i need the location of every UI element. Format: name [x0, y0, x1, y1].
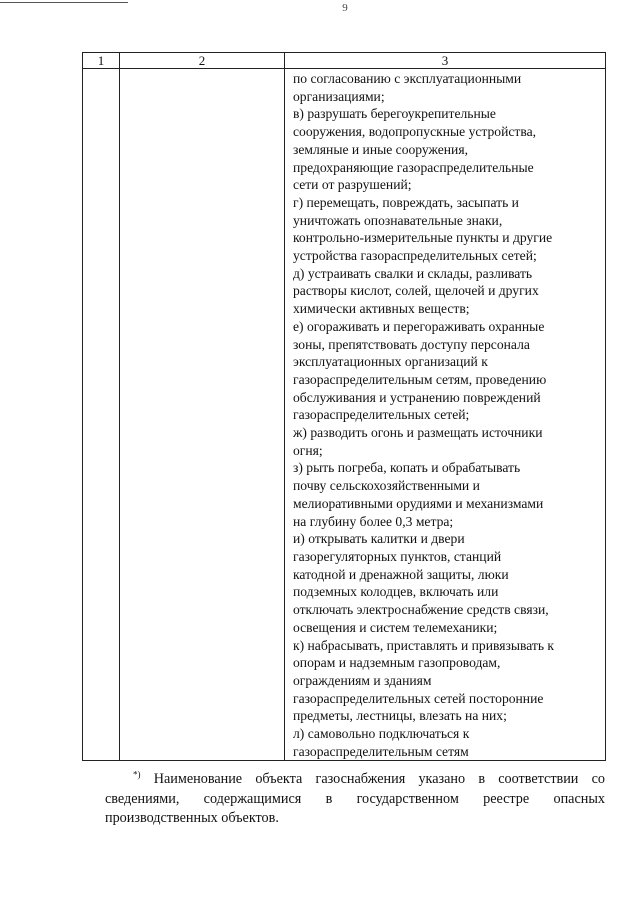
list-item: мелиоративными орудиями и механизмами	[293, 495, 544, 511]
list-item: е) огораживать и перегораживать охранные	[293, 318, 545, 334]
list-item: отключать электроснабжение средств связи,	[293, 602, 549, 618]
footnote-marker: *)	[133, 769, 141, 780]
column-2-cell	[120, 69, 285, 761]
footnote-line-1	[105, 770, 605, 790]
list-item: предметы, лестницы, влезать на них;	[293, 708, 507, 724]
list-item: почву сельскохозяйственными и	[293, 478, 480, 494]
page-number: 9	[342, 2, 348, 14]
list-item: предохраняющие газораспределительные	[293, 159, 534, 175]
list-item: газорегуляторных пунктов, станций	[293, 548, 502, 564]
list-item: газораспределительным сетям	[293, 743, 469, 759]
list-item: газораспределительных сетей посторонние	[293, 690, 544, 706]
list-item: газораспределительных сетей;	[293, 407, 470, 423]
list-item: з) рыть погреба, копать и обрабатывать	[293, 460, 521, 476]
list-item: в) разрушать берегоукрепительные	[293, 106, 496, 122]
column-header-2: 2	[120, 53, 285, 69]
list-item: уничтожать опознавательные знаки,	[293, 212, 503, 228]
list-item: химически активных веществ;	[293, 301, 470, 317]
list-item: подземных колодцев, включать или	[293, 584, 499, 600]
list-item: ж) разводить огонь и размещать источники	[293, 425, 543, 441]
table-header-row	[83, 53, 606, 69]
list-item: на глубину более 0,3 метра;	[293, 513, 454, 529]
column-header-3: 3	[285, 53, 606, 69]
list-item: растворы кислот, солей, щелочей и других	[293, 283, 539, 299]
list-item: контрольно-измерительные пункты и другие	[293, 230, 553, 246]
list-item: д) устраивать свалки и склады, разливать	[293, 265, 533, 281]
list-item: организациями;	[293, 88, 385, 104]
list-item: сооружения, водопропускные устройства,	[293, 124, 537, 140]
restrictions-list	[285, 69, 605, 760]
list-item: ограждениям и зданиям	[293, 672, 432, 688]
footnote	[105, 770, 605, 829]
list-item: к) набрасывать, приставлять и привязывать к	[293, 637, 555, 653]
list-item: земляные и иные сооружения,	[293, 141, 468, 157]
column-header-1: 1	[83, 53, 120, 69]
list-item: и) открывать калитки и двери	[293, 531, 465, 547]
list-item: сети от разрушений;	[293, 177, 412, 193]
column-1-cell	[83, 69, 120, 761]
footnote-line-3: производственных объектов.	[105, 810, 279, 826]
table-row	[83, 69, 606, 761]
list-item: г) перемещать, повреждать, засыпать и	[293, 194, 519, 210]
footnote-line-2: сведениями, содержащимися в государственном реестре опасных	[105, 790, 605, 807]
list-item: обслуживания и устранению повреждений	[293, 389, 541, 405]
list-item: опорам и надземным газопроводам,	[293, 655, 501, 671]
list-item: катодной и дренажной защиты, люки	[293, 566, 509, 582]
list-item: освещения и систем телемеханики;	[293, 619, 498, 635]
list-item: газораспределительным сетям, проведению	[293, 371, 547, 387]
list-item: устройства газораспределительных сетей;	[293, 248, 537, 264]
list-item: л) самовольно подключаться к	[293, 726, 470, 742]
column-3-cell	[285, 69, 606, 761]
list-item: огня;	[293, 442, 323, 458]
list-item: эксплуатационных организаций к	[293, 354, 488, 370]
list-item: зоны, препятствовать доступу персонала	[293, 336, 530, 352]
list-item: по согласованию с эксплуатационными	[293, 71, 522, 86]
form-table	[82, 52, 606, 761]
footnote-text-line: Наименование объекта газоснабжения указано в соответствии со	[153, 771, 606, 787]
